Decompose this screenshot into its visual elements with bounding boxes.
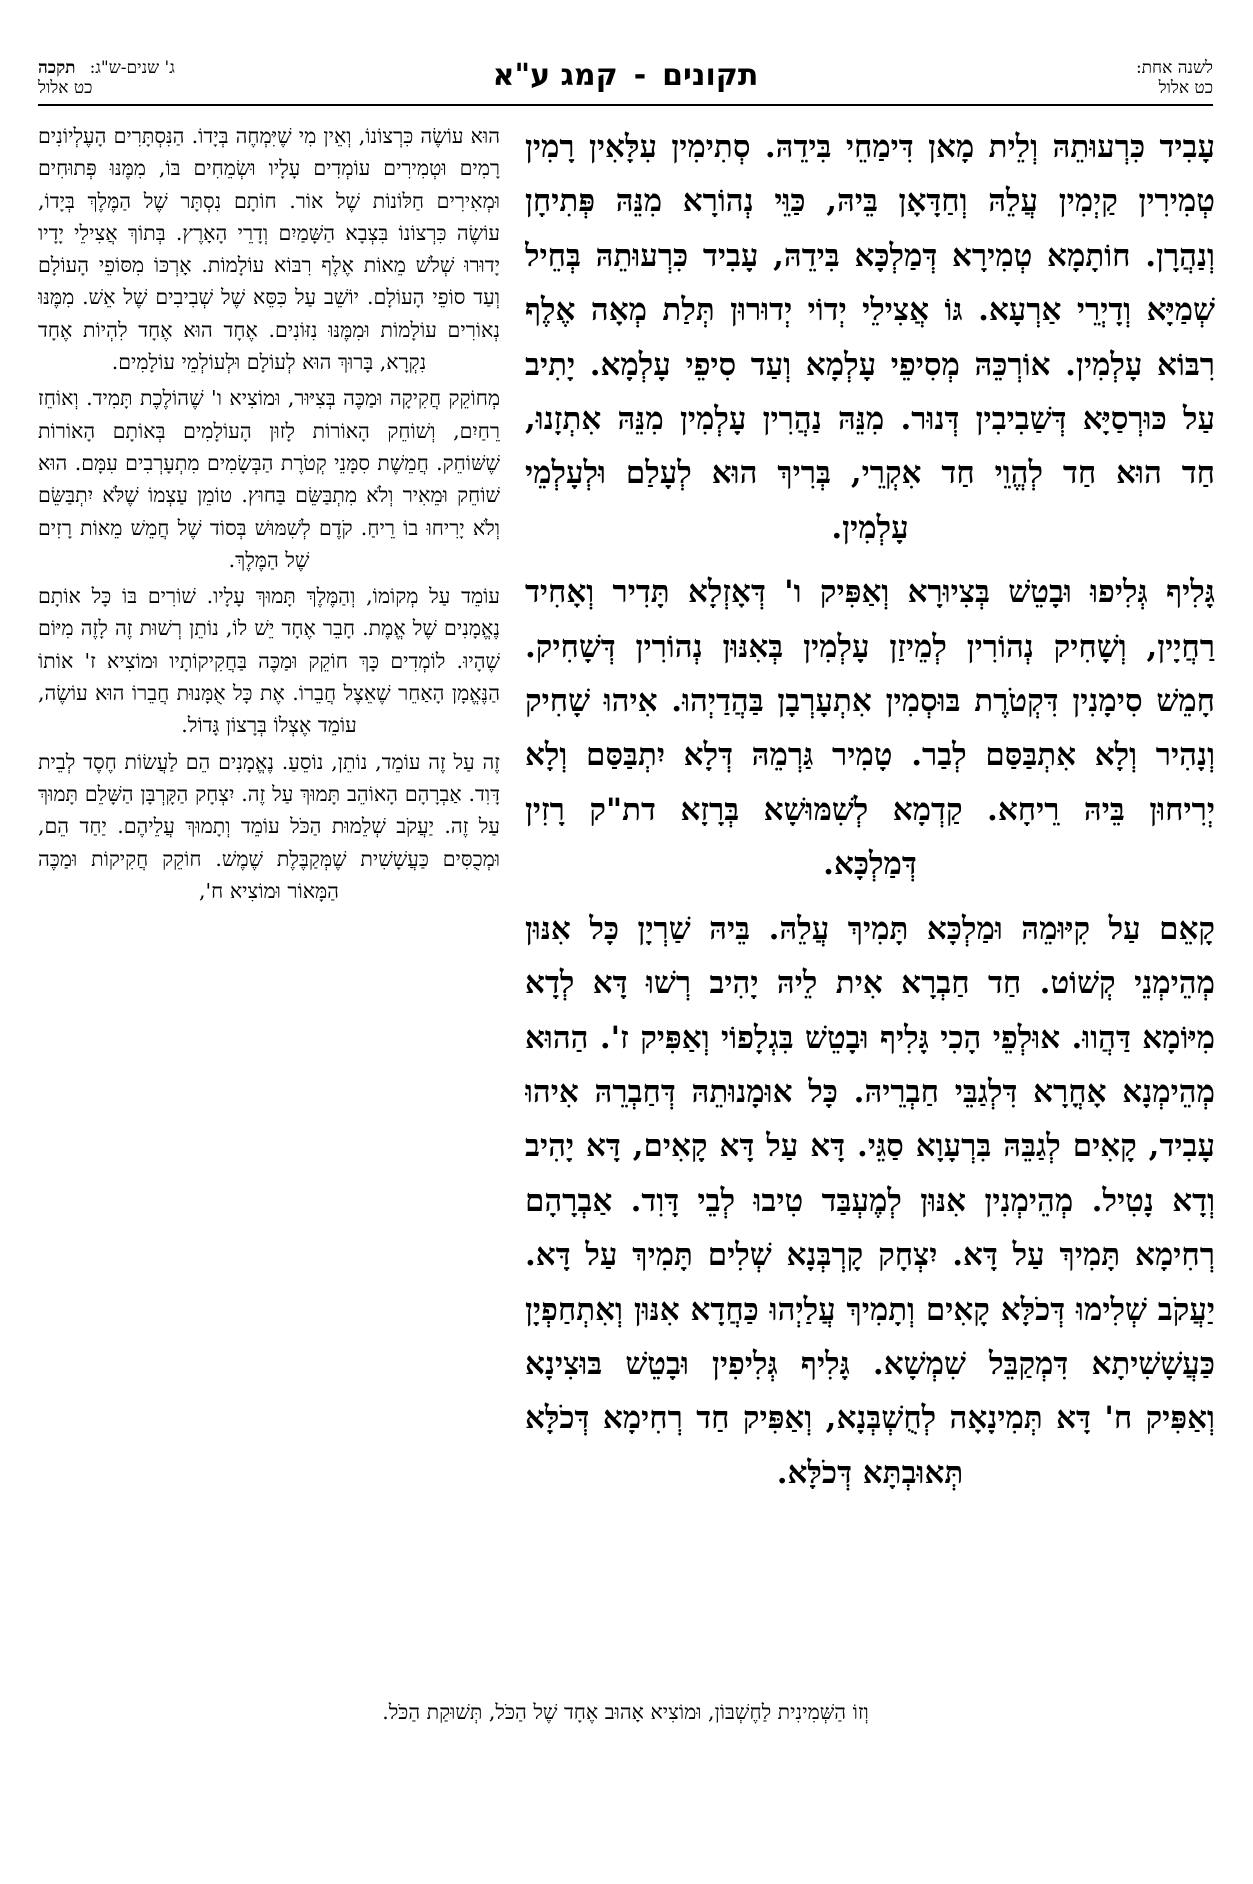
schedule-three-year-label: ג' שנים-ש"ג: xyxy=(89,58,175,78)
header-left-block xyxy=(38,58,175,98)
main-paragraph: קָאֵם עַל קִיּוּמֵהּ וּמַלְכָּא תָּמִיךְ עֲלֵהּ. בֵּיהּ שַׁרְיָן כָּל אִנּוּן מְהֵימְנֵי קְשׁוֹט. חַד חַבְרָא אִית לֵיהּ יָהִיב רְשׁוּ דָּא לְדָא מִיּוֹמָא דַּהֲווּ. אוּלְפֵי הָכִי גָּלִיף וּבָטֵשׁ בִּגְלָפוֹי וְאַפִּיק ז'. הַהוּא מְהֵימְנָא אָחֳרָא דִּלְגַבֵּי חַבְרֵיהּ. כָּל אוּמָנוּתֵהּ דְּחַבְרֵהּ אִיהוּ עָבִיד, קָאִים לְגַבֵּהּ בִּרְעָוָא סַגֵּי. דָּא עַל דָּא קָאִים, דָּא יָהִיב וְדָא נָטִיל. מְהֵימְנִין אִנּוּן לְמֶעְבַּד טִיבוּ לְבֵי דָּוִד. אַבְרָהָם רְחִימָא תָּמִיךְ עַל דָּא. יִצְחָק קָרְבְּנָא שְׁלִים תָּמִיךְ עַל דָּא. יַעֲקֹב שְׁלִימוּ דְּכֹלָּא קָאִים וְתָמִיךְ עֲלַיְהוּ כַּחֲדָא אִנּוּן וְאִתְחַפְיָן כַּעֲשָׁשִׁיתָא דִּמְקַבֵּל שִׁמְשָׁא. גָּלִיף גְּלִיפִין וּבָטֵשׁ בּוּצִינָא וְאַפִּיק ח' דָּא תְּמִינָאָה לְחֻשְׁבְּנָא, וְאַפִּיק חַד רְחִימָא דְּכֹלָּא תְּאוּבְתָּא דְּכֹלָּא. xyxy=(525,910,1215,1491)
schedule-one-year-label: לשנה אחת: xyxy=(1135,58,1213,78)
page-header xyxy=(38,58,1213,102)
page-title xyxy=(38,58,1213,94)
translation-paragraph: מְחוֹקֵק חֲקִיקָה וּמַכֶּה בְּצִיּוּר, וּמוֹצִיא ו' שֶׁהוֹלֶכֶת תָּמִיד. וְאוֹחֵז רֵחַיִם, וְשׁוֹחֵק הָאוֹרוֹת לָזוּן הָעוֹלָמִים בְּאוֹתָם הָאוֹרוֹת שֶׁשּׁוֹחֵק. חֲמֵשֶׁת סִמָּנֵי קְטֹרֶת הַבְּשָׂמִים מִתְעָרְבִים עִמָּם. הוּא שׁוֹחֵק וּמֵאִיר וְלֹא מִתְבַּשֵּׂם בַּחוּץ. טוֹמֵן עַצְמוֹ שֶׁלֹּא יִתְבַּשֵּׂם וְלֹא יָרִיחוּ בוֹ רֵיחַ. קֹדֶם לְשִׁמּוּשׁ בְּסוֹד שֶׁל חֲמֵשׁ מֵאוֹת רָזִים שֶׁל הַמֶּלֶךְ. xyxy=(38,386,500,572)
translation-paragraph: הוּא עוֹשֶׂה כִּרְצוֹנוֹ, וְאֵין מִי שֶׁיִּמְחֶה בְּיָדוֹ. הַנִּסְתָּרִים הָעֶלְיוֹנִים רָמִים וּטְמִירִים עוֹמְדִים עָלָיו וּשְׂמֵחִים בּוֹ, מִמֶּנּוּ פְּתוּחִים וּמְאִירִים חַלּוֹנוֹת שֶׁל אוֹר. חוֹתָם נִסְתָּר שֶׁל הַמֶּלֶךְ בְּיָדוֹ, עוֹשֶׂה כִּרְצוֹנוֹ בִּצְבָא הַשָּׁמַיִם וְדָרֵי הָאָרֶץ. בְּתוֹךְ אֲצִילֵי יָדָיו יָדוּרוּ שְׁלֹשׁ מֵאוֹת אֶלֶף רִבּוֹא עוֹלָמוֹת. אָרְכּוֹ מִסּוֹפֵי הָעוֹלָם וְעַד סוֹפֵי הָעוֹלָם. יוֹשֵׁב עַל כִּסֵּא שֶׁל שְׁבִיבִים שֶׁל אֵשׁ. מִמֶּנּוּ נְאוֹרִים עוֹלָמוֹת וּמִמֶּנּוּ נִזּוֹנִים. אֶחָד הוּא אֶחָד לִהְיוֹת אֶחָד נִקְרָא, בָּרוּךְ הוּא לְעוֹלָם וּלְעוֹלְמֵי עוֹלָמִים. xyxy=(38,124,500,375)
main-text-column xyxy=(525,120,1215,1694)
translation-paragraph: עוֹמֵד עַל מְקוֹמוֹ, וְהַמֶּלֶךְ תָּמוּךְ עָלָיו. שׁוֹרִים בּוֹ כָּל אוֹתָם נֶאֱמָנִים שֶׁל אֱמֶת. חָבֵר אֶחָד יֵשׁ לוֹ, נוֹתֵן רְשׁוּת זֶה לָזֶה מִיּוֹם שֶׁהָיוּ. לוֹמְדִים כָּךְ חוֹקֵק וּמַכֶּה בַּחֲקִיקוֹתָיו וּמוֹצִיא ז' אוֹתוֹ הַנֶּאֱמָן הָאַחֵר שֶׁאֵצֶל חֲבֵרוֹ. אֶת כָּל אֻמָּנוּת חֲבֵרוֹ הוּא עוֹשֶׂה, עוֹמֵד אֶצְלוֹ בְּרָצוֹן גָּדוֹל. xyxy=(38,584,500,738)
schedule-one-year-date: כט אלול xyxy=(1158,78,1213,98)
page-number: תקכה xyxy=(38,58,76,78)
schedule-three-year-date: כט אלול xyxy=(38,78,93,98)
translation-paragraph: זֶה עַל זֶה עוֹמֵד, נוֹתֵן, נוֹסֵעַ. נֶאֱמָנִים הֵם לַעֲשׂוֹת חֶסֶד לְבֵית דָּוִד. אַבְרָהָם הָאוֹהֵב תָּמוּךְ עַל זֶה. יִצְחָק הַקָּרְבָּן הַשָּׁלֵם תָּמוּךְ עַל זֶה. יַעֲקֹב שְׁלֵמוּת הַכֹּל עוֹמֵד וְתָמוּךְ עֲלֵיהֶם. יַחַד הֵם, וּמְכֻסִּים כַּעֲשָׁשִׁית שֶׁמְּקַבֶּלֶת שֶׁמֶשׁ. חוֹקֵק חֲקִיקוֹת וּמַכֶּה הַמָּאוֹר וּמוֹצִיא ח', xyxy=(38,749,500,903)
main-paragraph: עָבִיד כִּרְעוּתֵהּ וְלֵית מָאן דִּימַחֵי בִּידֵהּ. סְתִימִין עִלָּאִין רָמִין טְמִירִין קַיְמִין עֲלֵהּ וְחַדָּאָן בֵּיהּ, כַּוֵּי נְהוֹרָא מִנֵּהּ פְּתִיחָן וְנַהֲרָן. חוֹתָמָא טְמִירָא דְּמַלְכָּא בִּידֵהּ, עָבִיד כִּרְעוּתֵהּ בְּחֵיל שְׁמַיָּא וְדָיְרֵי אַרְעָא. גּוֹ אֲצִילֵי יְדוֹי יְדוּרוּן תְּלַת מְאָה אֶלֶף רִבּוֹא עָלְמִין. אוֹרְכֵּהּ מְסִיפֵי עָלְמָא וְעַד סִיפֵי עָלְמָא. יָתִיב עַל כּוּרְסַיָּא דְּשַׁבִיבִין דְּנוּר. מִנֵּהּ נַהֲרִין עָלְמִין מִנֵּהּ אִתְזָנוּ, חַד הוּא חַד לְהֱוֵי חַד אִקְרֵי, בְּרִיךְ הוּא לְעָלַם וּלְעָלְמֵי עָלְמִין. xyxy=(525,129,1215,546)
book-title: תקונים xyxy=(662,58,759,93)
translation-column xyxy=(38,120,500,1694)
header-divider xyxy=(38,104,1213,106)
translation-continuation-line: וְזוֹ הַשְּׁמִינִית לַחֶשְׁבּוֹן, וּמוֹצִיא אָהוּב אֶחָד שֶׁל הַכֹּל, תְּשׁוּקַת הַכֹּל. xyxy=(382,1700,869,1724)
main-paragraph: גָּלִיף גְּלִיפוּ וּבָטֵשׁ בְּצִיוּרָא וְאַפִּיק ו' דְּאָזְלָא תָּדִיר וְאָחִיד רַחֲיָין, וְשָׁחִיק נְהוֹרִין לְמֵיזַן עָלְמִין בְּאִנּוּן נְהוֹרִין דְּשָׁחִיק. חָמֵשׁ סִימָנִין דִּקְטֹרֶת בּוּסְמִין אִתְעָרְבָן בַּהֲדַיְהוּ. אִיהוּ שָׁחִיק וְנָהִיר וְלָא אִתְבַּסַּם לְבַר. טָמִיר גַּרְמֵהּ דְּלָא יִתְבַּסַּם וְלָא יְרִיחוּן בֵּיהּ רֵיחָא. קַדְמָא לְשִׁמּוּשָׁא בְּרָזָא דת"ק רָזִין דְּמַלְכָּא. xyxy=(525,574,1215,883)
folio-reference: קמג ע"א xyxy=(492,58,618,93)
title-separator: - xyxy=(633,58,647,93)
